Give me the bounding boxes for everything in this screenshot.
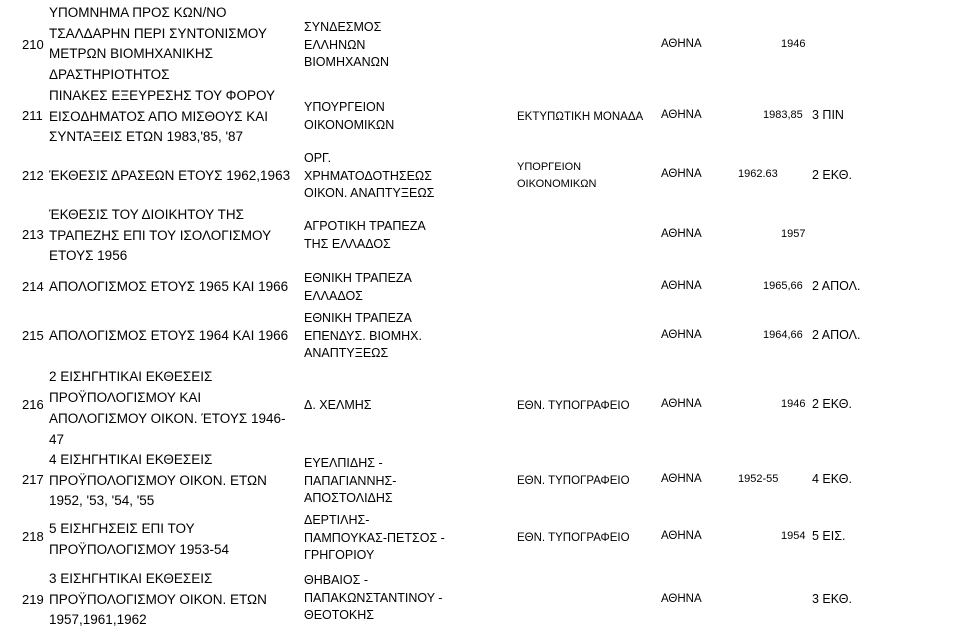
row-title: ΥΠΟΜΝΗΜΑ ΠΡΟΣ ΚΩΝ/ΝΟ ΤΣΑΛΔΑΡΗΝ ΠΕΡΙ ΣΥΝΤΟΝΙΣΜΟΥ ΜΕΤΡΩΝ ΒΙΟΜΗΧΑΝΙΚΗΣ ΔΡΑΣΤΗΡΙΟΤΗΤΟΣ	[49, 5, 267, 82]
row-year: 1946	[781, 38, 806, 50]
row-title: 2 ΕΙΣΗΓΗΤΙΚΑΙ ΕΚΘΕΣΕΙΣ ΠΡΟΫΠΟΛΟΓΙΣΜΟΥ ΚΑΙ ΑΠΟΛΟΓΙΣΜΟΥ ΟΙΚΟΝ. ΈΤΟΥΣ 1946- 47	[49, 369, 286, 447]
row-title: 4 ΕΙΣΗΓΗΤΙΚΑΙ ΕΚΘΕΣΕΙΣ ΠΡΟΫΠΟΛΟΓΙΣΜΟΥ ΟΙΚΟΝ. ΕΤΩΝ 1952, '53, '54, '55	[49, 452, 267, 508]
row-author: ΥΠΟΥΡΓΕΙΟΝ ΟΙΚΟΝΟΜΙΚΩΝ	[304, 100, 395, 132]
row-author: ΑΓΡΟΤΙΚΗ ΤΡΑΠΕΖΑ ΤΗΣ ΕΛΛΑΔΟΣ	[304, 219, 426, 251]
row-title: ΑΠΟΛΟΓΙΣΜΟΣ ΕΤΟΥΣ 1965 ΚΑΙ 1966	[49, 279, 289, 294]
row-number: 211	[22, 108, 43, 123]
row-number: 219	[22, 592, 44, 607]
row-note: 2 ΕΚΘ.	[812, 168, 852, 182]
row-title: ΈΚΘΕΣΙΣ ΤΟΥ ΔΙΟΙΚΗΤΟΥ ΤΗΣ ΤΡΑΠΕΖΗΣ ΕΠΙ ΤΟΥ ΙΣΟΛΟΓΙΣΜΟΥ ΕΤΟΥΣ 1956	[49, 207, 272, 263]
row-city: ΑΘΗΝΑ	[661, 593, 702, 605]
row-author: Δ. ΧΕΛΜΗΣ	[304, 398, 372, 412]
row-note: 2 ΕΚΘ.	[812, 397, 852, 411]
row-note: 2 ΑΠΟΛ.	[812, 328, 861, 342]
row-author: ΘΗΒΑΙΟΣ - ΠΑΠΑΚΩΝΣΤΑΝΤΙΝΟΥ - ΘΕΟΤΟΚΗΣ	[304, 573, 443, 622]
row-title: 3 ΕΙΣΗΓΗΤΙΚΑΙ ΕΚΘΕΣΕΙΣ ΠΡΟΫΠΟΛΟΓΙΣΜΟΥ ΟΙΚΟΝ. ΕΤΩΝ 1957,1961,1962	[49, 571, 267, 627]
row-city: ΑΘΗΝΑ	[661, 473, 702, 485]
row-note: 3 ΕΚΘ.	[812, 592, 852, 606]
row-author: ΟΡΓ. ΧΡΗΜΑΤΟΔΟΤΗΣΕΩΣ ΟΙΚΟΝ. ΑΝΑΠΤΥΞΕΩΣ	[304, 151, 435, 200]
row-author: ΕΥΕΛΠΙΔΗΣ - ΠΑΠΑΓΙΑΝΝΗΣ- ΑΠΟΣΤΟΛΙΔΗΣ	[304, 456, 397, 505]
row-author: ΣΥΝΔΕΣΜΟΣ ΕΛΛΗΝΩΝ ΒΙΟΜΗΧΑΝΩΝ	[304, 20, 390, 69]
row-publisher: ΕΘΝ. ΤΥΠΟΓΡΑΦΕΙΟ	[517, 475, 630, 487]
row-year: 1946	[781, 398, 806, 410]
row-year: 1983,85	[763, 109, 803, 121]
row-title: 5 ΕΙΣΗΓΗΣΕΙΣ ΕΠΙ ΤΟΥ ΠΡΟΫΠΟΛΟΓΙΣΜΟΥ 1953-54	[49, 521, 229, 557]
row-year: 1964,66	[763, 329, 803, 341]
row-note: 5 ΕΙΣ.	[812, 529, 846, 543]
row-year: 1957	[781, 228, 806, 240]
row-number: 210	[22, 37, 44, 52]
row-note: 3 ΠΙΝ	[812, 108, 844, 122]
row-city: ΑΘΗΝΑ	[661, 398, 702, 410]
row-publisher: ΕΘΝ. ΤΥΠΟΓΡΑΦΕΙΟ	[517, 400, 630, 412]
row-number: 218	[22, 529, 44, 544]
row-author: ΕΘΝΙΚΗ ΤΡΑΠΕΖΑ ΕΛΛΑΔΟΣ	[304, 271, 412, 303]
row-note: 2 ΑΠΟΛ.	[812, 279, 861, 293]
row-title: ΑΠΟΛΟΓΙΣΜΟΣ ΕΤΟΥΣ 1964 ΚΑΙ 1966	[49, 328, 289, 343]
row-year: 1952-55	[738, 473, 779, 485]
row-number: 215	[22, 328, 44, 343]
row-city: ΑΘΗΝΑ	[661, 38, 702, 50]
row-number: 213	[22, 227, 44, 242]
row-title: ΈΚΘΕΣΙΣ ΔΡΑΣΕΩΝ ΕΤΟΥΣ 1962,1963	[49, 168, 291, 183]
row-city: ΑΘΗΝΑ	[661, 530, 702, 542]
row-year: 1962.63	[738, 168, 778, 180]
row-number: 212	[22, 168, 44, 183]
row-publisher: ΥΠΟΡΓΕΙΟΝ ΟΙΚΟΝΟΜΙΚΩΝ	[517, 161, 597, 190]
row-year: 1965,66	[763, 280, 803, 292]
row-city: ΑΘΗΝΑ	[661, 329, 702, 341]
row-number: 217	[22, 472, 44, 487]
row-number: 216	[22, 397, 44, 412]
row-note: 4 ΕΚΘ.	[812, 472, 852, 486]
row-author: ΔΕΡΤΙΛΗΣ- ΠΑΜΠΟΥΚΑΣ-ΠΕΤΣΟΣ - ΓΡΗΓΟΡΙΟΥ	[304, 513, 445, 562]
row-number: 214	[22, 279, 44, 294]
row-author: ΕΘΝΙΚΗ ΤΡΑΠΕΖΑ ΕΠΕΝΔΥΣ. ΒΙΟΜΗΧ. ΑΝΑΠΤΥΞΕΩΣ	[304, 311, 422, 360]
row-city: ΑΘΗΝΑ	[661, 109, 702, 121]
row-city: ΑΘΗΝΑ	[661, 228, 702, 240]
row-publisher: ΕΚΤΥΠΩΤΙΚΗ ΜΟΝΑΔΑ	[517, 111, 644, 123]
row-title: ΠΙΝΑΚΕΣ ΕΞΕΥΡΕΣΗΣ ΤΟΥ ΦΟΡΟΥ ΕΙΣΟΔΗΜΑΤΟΣ ΑΠΟ ΜΙΣΘΟΥΣ ΚΑΙ ΣΥΝΤΑΞΕΙΣ ΕΤΩΝ 1983,'85, '87	[49, 88, 276, 144]
row-city: ΑΘΗΝΑ	[661, 280, 702, 292]
row-city: ΑΘΗΝΑ	[661, 168, 702, 180]
row-year: 1954	[781, 530, 806, 542]
row-publisher: ΕΘΝ. ΤΥΠΟΓΡΑΦΕΙΟ	[517, 532, 630, 544]
